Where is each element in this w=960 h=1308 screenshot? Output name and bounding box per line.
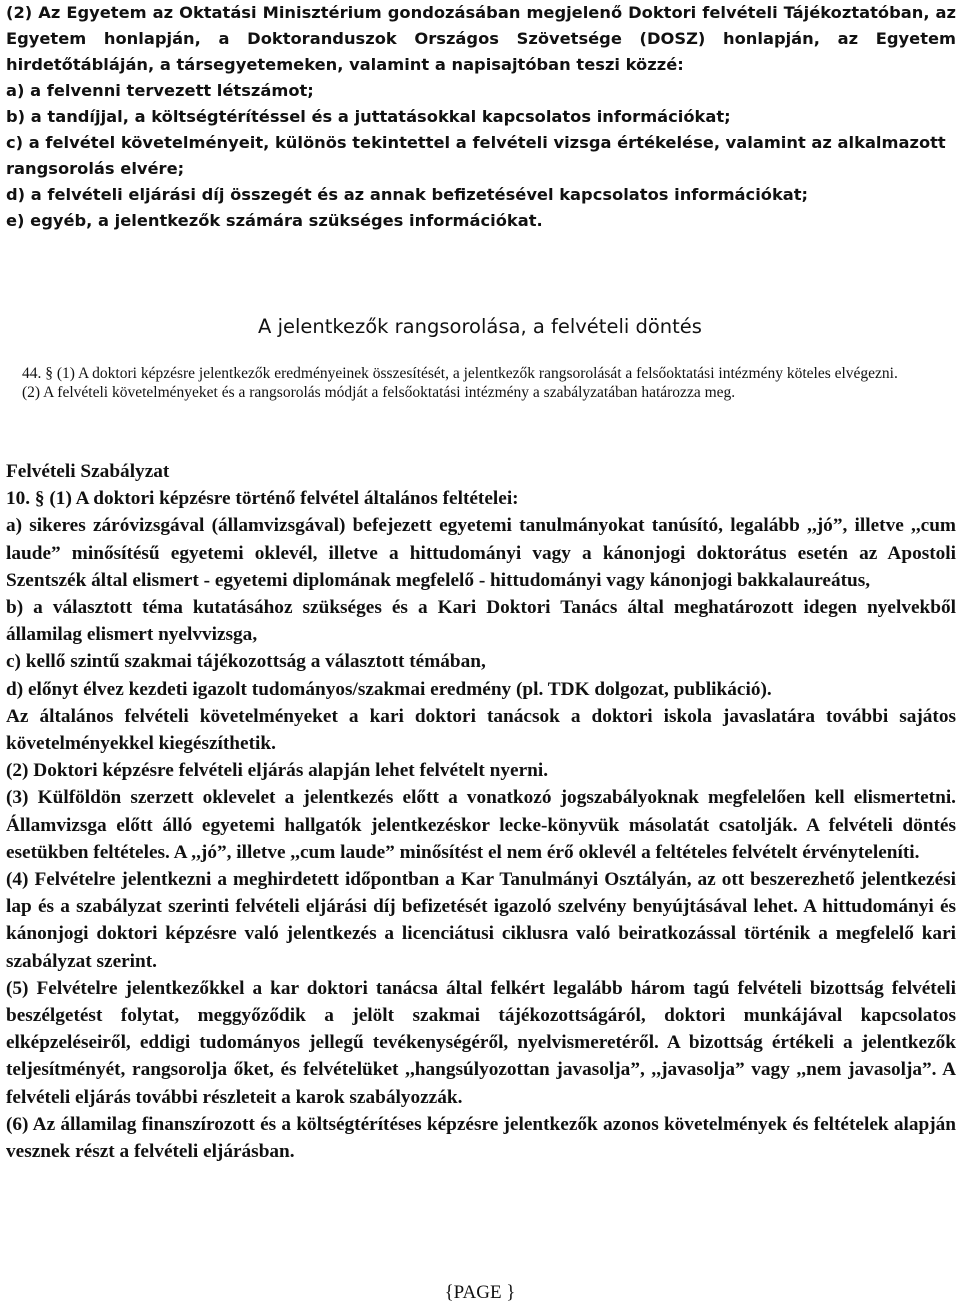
paragraph-44 (6, 364, 956, 402)
list-item-c-continuation: rangsorolás elvére; (6, 159, 185, 178)
condition-c: c) kellő szintű szakmai tájékozottság a választott témában, (6, 651, 486, 673)
publication-intro: (2) Az Egyetem az Oktatási Minisztérium gondozásában megjelenő Doktori felvételi Tájékoztatóban, az Egyetem honlapján, a Doktoranduszok Országos Szövetsége (DOSZ) honlapján, az Egyetem hirdetőtábláján, a társegyetemeken, valamint a napisajtóban teszi közzé: (6, 3, 956, 74)
paragraph-10-5: (5) Felvételre jelentkezőkkel a kar doktori tanácsa által felkért legalább három tagú felvételi bizottság felvételi beszélgetést folytat, meggyőződik a jelölt szakmai tájékozottságáról, doktori munkájával kapcsolatos elképzeléseiről, eddigi tudományos jellegű tevékenységéről, nyelvismeretéről. A bizottság értékeli a jelentkezők teljesítményét, rangsorolja őket, és felvételüket ,,hangsúlyozottan javasolja”, ,,javasolja” vagy ,,nem javasolja”. A felvételi eljárás további részleteit a karok szabályozzák. (6, 977, 956, 1108)
admission-rules-title: Felvételi Szabályzat (6, 461, 170, 482)
paragraph-10-1: 10. § (1) A doktori képzésre történő felvétel általános feltételei: (6, 488, 519, 510)
paragraph-44-2: (2) A felvételi követelményeket és a rangsorolás módját a felsőoktatási intézmény a szabályzatában határozza meg. (22, 384, 736, 401)
page-footer: {PAGE } (444, 1282, 516, 1303)
paragraph-10-3: (3) Külföldön szerzett oklevelet a jelentkezés előtt a vonatkozó jogszabályoknak megfelelően kell elismertetni. Államvizsga előtt álló egyetemi hallgatók jelentkezéskor lecke-könyvük másolatát csatolják. A felvételi döntés esetükben feltételes. A ,,jó”, illetve ,,cum laude” minősítést el nem érő oklevél a feltételes felvételt érvényteleníti. (6, 787, 956, 863)
admission-rules (6, 458, 956, 1165)
condition-a: a) sikeres záróvizsgával (államvizsgával) befejezett egyetemi tanulmányokat tanúsító, legalább ,,jó”, illetve ,,cum laude” minősítésű egyetemi oklevél, illetve a hittudományi vagy a kánonjogi doktorátus esetén az Apostoli Szentszék által elismert - egyetemi diplomának megfelelő - hittudományi vagy kánonjogi bakkalaureátus, (6, 515, 956, 591)
paragraph-10-6: (6) Az államilag finanszírozott és a költségtérítéses képzésre jelentkezők azonos követelmények és feltételek alapján vesznek részt a felvételi eljárásban. (6, 1113, 956, 1163)
list-item-b: b) a tandíjjal, a költségtérítéssel és a juttatásokkal kapcsolatos információkat; (6, 107, 731, 126)
section-heading: A jelentkezők rangsorolása, a felvételi döntés (258, 315, 702, 338)
list-item-d: d) a felvételi eljárási díj összegét és az annak befizetésével kapcsolatos információkat; (6, 185, 809, 204)
paragraph-44-1: 44. § (1) A doktori képzésre jelentkezők eredményeinek összesítését, a jelentkezők rangsorolását a felsőoktatási intézmény köteles elvégezni. (22, 365, 898, 382)
list-item-c: c) a felvétel követelményeit, különös tekintettel a felvételi vizsga értékelése, valamint az alkalmazott (6, 133, 946, 152)
paragraph-10-2: (2) Doktori képzésre felvételi eljárás alapján lehet felvételt nyerni. (6, 760, 549, 782)
general-requirements: Az általános felvételi követelményeket a kari doktori tanácsok a doktori iskola javaslatára további sajátos követelményekkel kiegészíthetik. (6, 705, 956, 755)
publication-section (6, 0, 956, 234)
list-item-a: a) a felvenni tervezett létszámot; (6, 81, 314, 100)
condition-b: b) a választott téma kutatásához szükséges és a Kari Doktori Tanács által meghatározott idegen nyelvekből államilag elismert nyelvvizsga, (6, 597, 956, 646)
condition-d: d) előnyt élvez kezdeti igazolt tudományos/szakmai eredmény (pl. TDK dolgozat, publikáció). (6, 678, 772, 700)
paragraph-10-4: (4) Felvételre jelentkezni a meghirdetett időpontban a Kar Tanulmányi Osztályán, az ott beszerezhető jelentkezési lap és a szabályzat szerinti felvételi eljárási díj befizetését igazoló szelvény benyújtásával lehet. A hittudományi és kánonjogi doktori képzésre való jelentkezés a licenciátusi ciklusra való beiratkozással történik a megfelelő kari szabályzat szerint. (6, 869, 956, 972)
list-item-e: e) egyéb, a jelentkezők számára szükséges információkat. (6, 211, 543, 230)
